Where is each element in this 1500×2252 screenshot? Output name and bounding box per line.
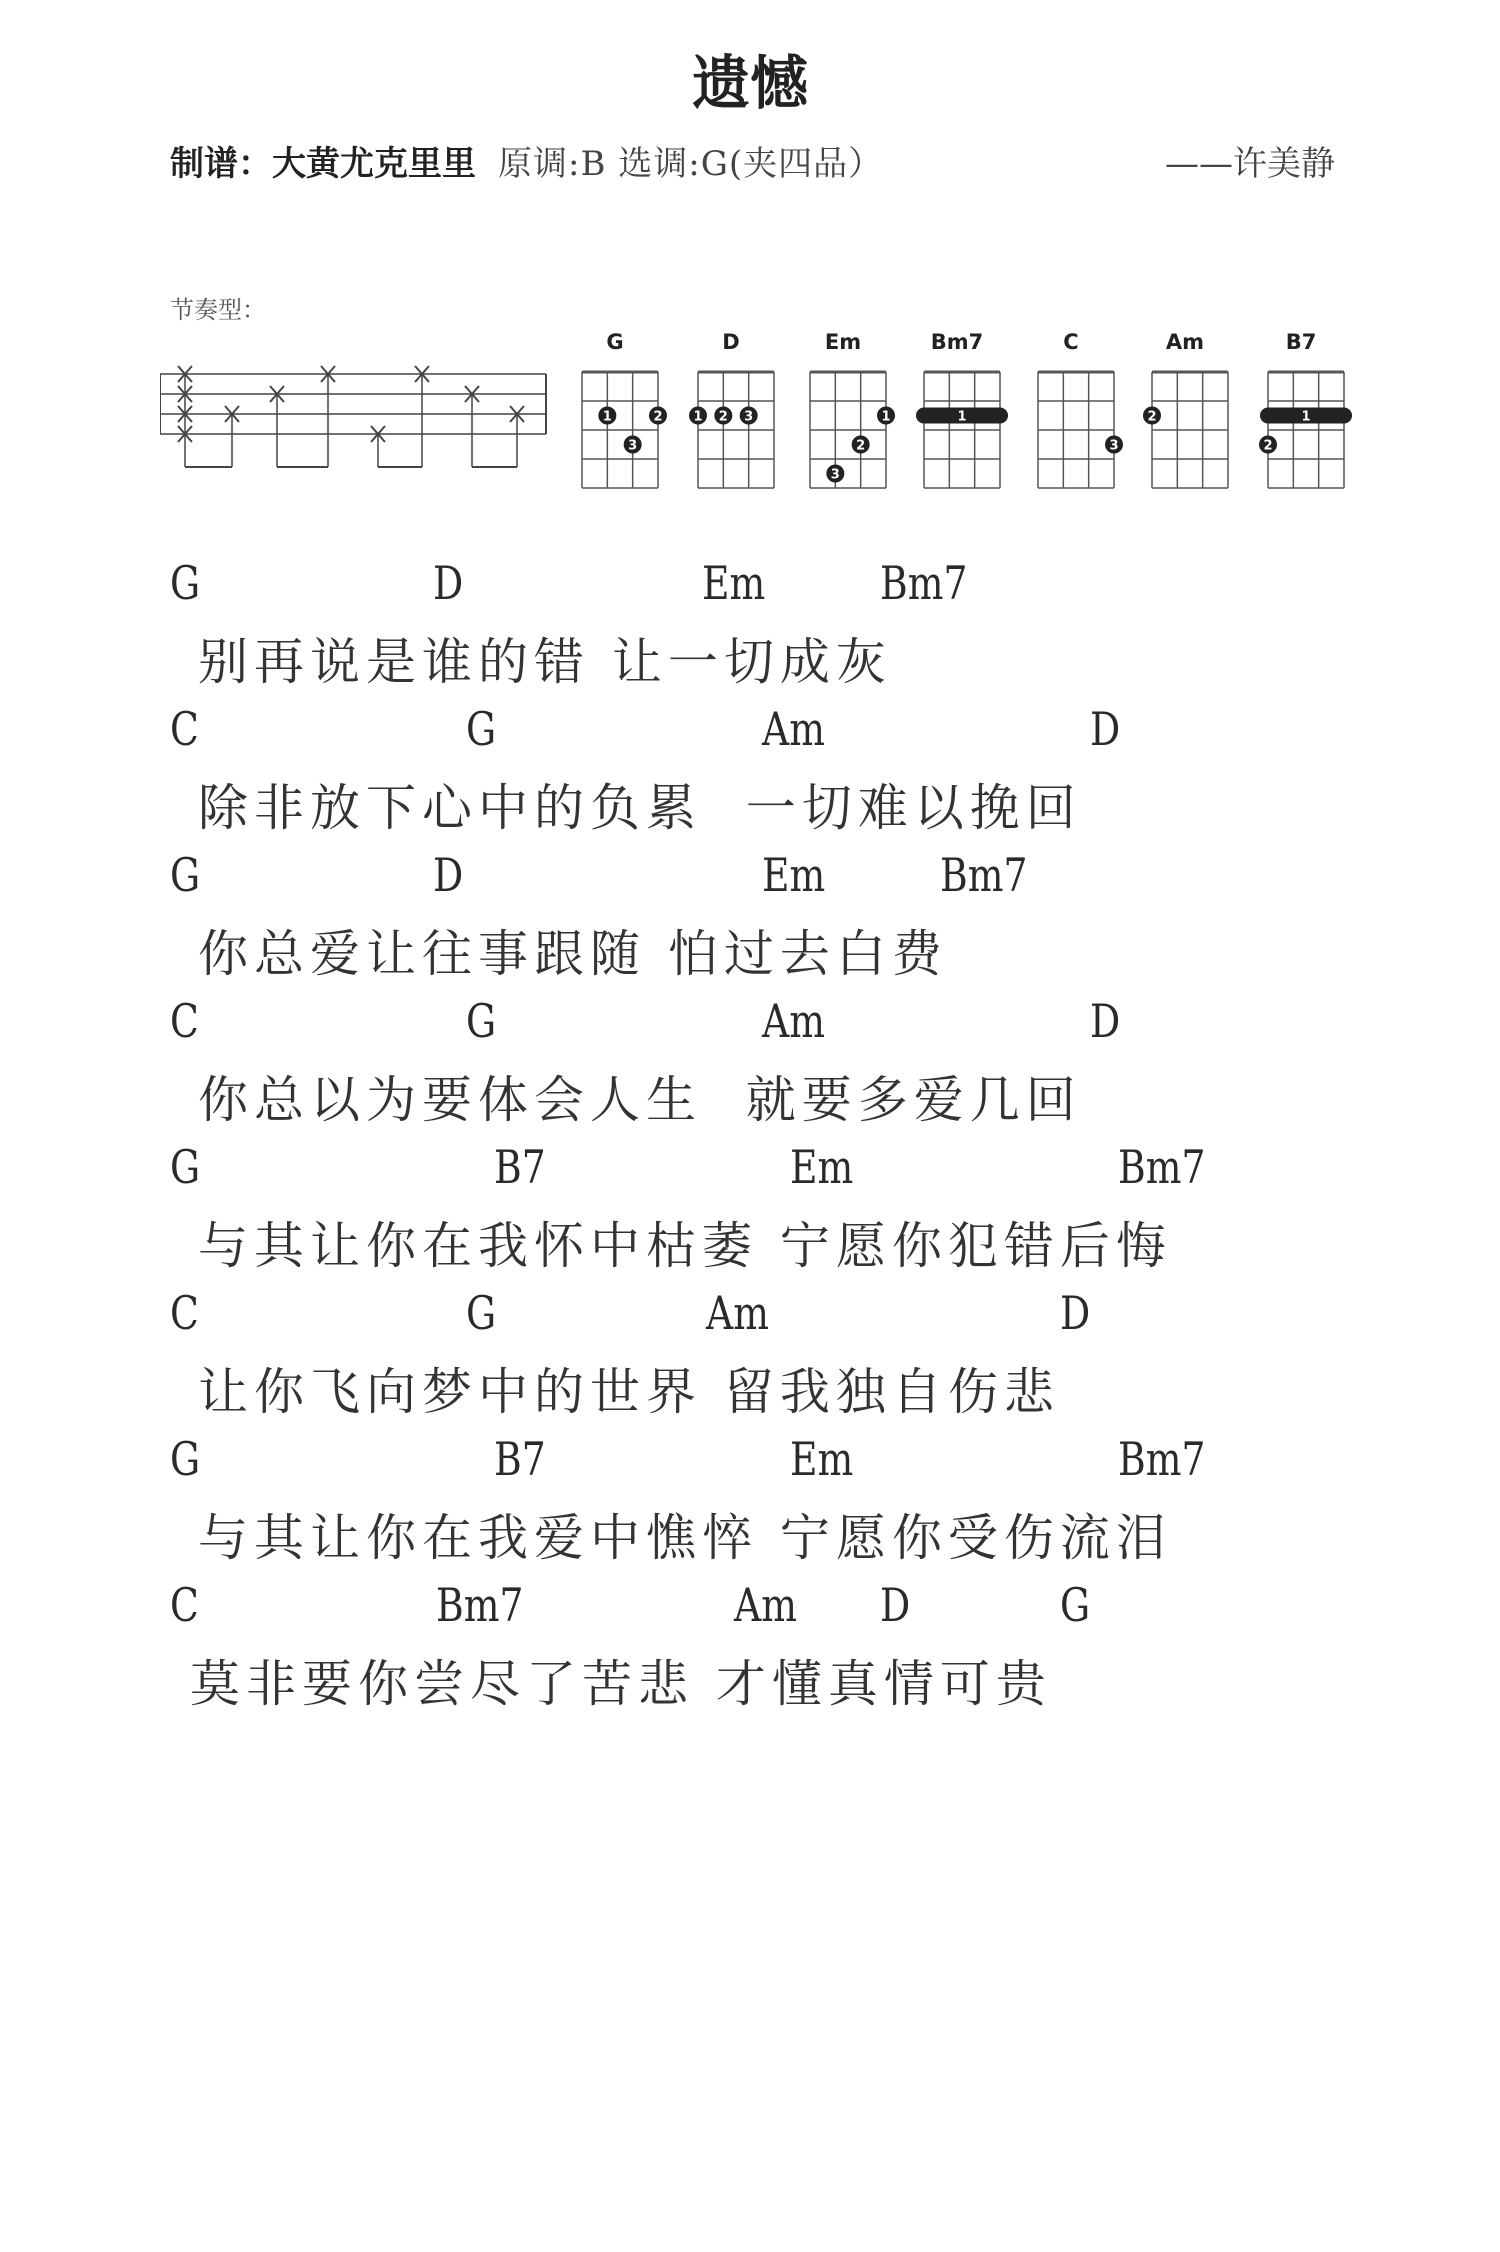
chord-line (0, 1286, 1500, 1352)
chord-diagram-label: Bm7 (930, 330, 984, 354)
chord-symbol: D (433, 848, 464, 902)
fretboard-grid (798, 360, 898, 500)
chord-symbol: B7 (494, 1432, 546, 1486)
chord-symbol: C (170, 1578, 199, 1632)
chord-diagram-label: G (606, 330, 624, 354)
chord-symbol: G (466, 994, 497, 1048)
chord-symbol: Am (762, 702, 826, 756)
chord-symbol: Em (702, 556, 766, 610)
lyric-line: 别再说是谁的错 让一切成灰 (198, 633, 892, 691)
lyric-line: 与其让你在我怀中枯萎 宁愿你犯错后悔 (198, 1217, 1172, 1275)
lyric-line: 与其让你在我爱中憔悴 宁愿你受伤流泪 (198, 1509, 1172, 1567)
chord-line (0, 994, 1500, 1060)
chord-symbol: C (170, 1286, 199, 1340)
chord-diagram-label: Am (1165, 330, 1205, 354)
finger-number: 1 (1301, 409, 1311, 425)
sheet-meta (170, 136, 883, 185)
chord-diagram (686, 330, 776, 480)
chord-diagram (1026, 330, 1119, 480)
chord-symbol: D (433, 556, 464, 610)
artist-credit: ——许美静 (1165, 144, 1335, 184)
chord-line (0, 556, 1500, 622)
chord-symbol: D (880, 1578, 911, 1632)
finger-number: 3 (830, 467, 840, 483)
finger-number: 1 (693, 409, 703, 425)
chord-diagram-label: C (1063, 330, 1079, 354)
chord-symbol: Am (762, 994, 826, 1048)
song-title: 遗憾 (691, 49, 808, 117)
finger-number: 1 (881, 409, 891, 425)
chord-symbol: Bm7 (1118, 1432, 1206, 1486)
chord-diagram (1140, 330, 1230, 480)
finger-number: 3 (1109, 438, 1119, 454)
lyric-line: 你总以为要体会人生 就要多爱几回 (198, 1071, 1082, 1129)
chord-symbol: G (170, 1140, 201, 1194)
finger-number: 2 (718, 409, 728, 425)
chord-symbol: G (1060, 1578, 1091, 1632)
chord-diagram (912, 330, 1002, 480)
chord-symbol: C (170, 994, 199, 1048)
fretboard-grid (686, 360, 786, 500)
lyric-line: 除非放下心中的负累 一切难以挽回 (198, 779, 1082, 837)
rhythm-label: 节奏型： (170, 296, 266, 324)
chord-diagram (798, 330, 891, 483)
chord-symbol: Bm7 (1118, 1140, 1206, 1194)
chord-symbol: Em (790, 1432, 854, 1486)
chord-symbol: G (466, 1286, 497, 1340)
chord-line (0, 848, 1500, 914)
chord-diagram-label: Em (824, 330, 862, 354)
fretboard-grid (570, 360, 670, 500)
chord-line (0, 1140, 1500, 1206)
finger-number: 3 (628, 438, 638, 454)
chord-symbol: Bm7 (880, 556, 968, 610)
chord-symbol: Bm7 (436, 1578, 524, 1632)
chord-symbol: Em (790, 1140, 854, 1194)
finger-number: 1 (957, 409, 967, 425)
finger-number: 3 (744, 409, 754, 425)
chord-diagram-label: B7 (1285, 330, 1317, 354)
chord-symbol: C (170, 702, 199, 756)
lyric-line: 你总爱让往事跟随 怕过去白费 (198, 925, 948, 983)
chord-line (0, 1432, 1500, 1498)
chord-symbol: D (1090, 702, 1121, 756)
chord-symbol: G (170, 848, 201, 902)
chord-diagram (1256, 330, 1346, 480)
arranger-credit: 制谱：大黄尤克里里 (170, 144, 476, 184)
finger-number: 2 (1147, 409, 1157, 425)
chord-symbol: G (170, 1432, 201, 1486)
chord-diagram (570, 330, 663, 480)
chord-symbol: G (170, 556, 201, 610)
chord-line (0, 1578, 1500, 1644)
chord-symbol: Bm7 (940, 848, 1028, 902)
finger-number: 2 (653, 409, 663, 425)
finger-number: 2 (1263, 438, 1273, 454)
chord-symbol: Am (706, 1286, 770, 1340)
fretboard-grid (1256, 360, 1356, 500)
chord-symbol: D (1090, 994, 1121, 1048)
chord-symbol: B7 (494, 1140, 546, 1194)
lyric-line: 让你飞向梦中的世界 留我独自伤悲 (198, 1363, 1060, 1421)
chord-line (0, 702, 1500, 768)
chord-symbol: D (1060, 1286, 1091, 1340)
finger-number: 1 (602, 409, 612, 425)
strum-pattern (160, 352, 560, 482)
chord-symbol: Am (734, 1578, 798, 1632)
finger-number: 2 (856, 438, 866, 454)
fretboard-grid (1140, 360, 1240, 500)
lyric-line: 莫非要你尝尽了苦悲 才懂真情可贵 (190, 1655, 1052, 1713)
chord-symbol: G (466, 702, 497, 756)
lyrics-with-chords (0, 556, 1500, 1724)
chord-diagram-label: D (722, 330, 740, 354)
fretboard-grid (1026, 360, 1126, 500)
key-info: 原调:B 选调:G(夹四品） (498, 144, 884, 184)
chord-symbol: Em (762, 848, 826, 902)
fretboard-grid (912, 360, 1012, 500)
